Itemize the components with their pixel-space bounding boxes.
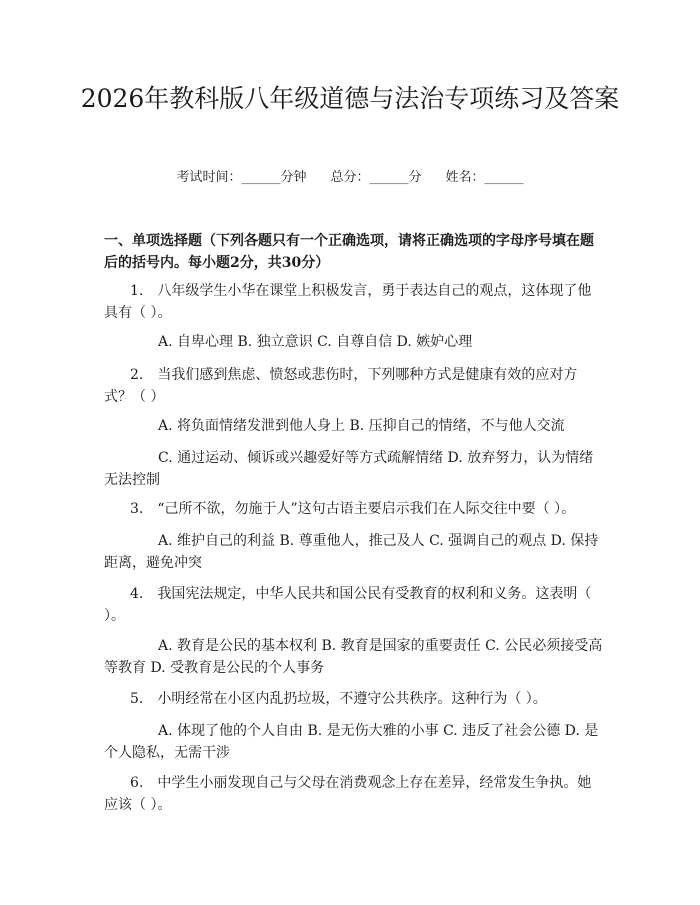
document-title: 2026年教科版八年级道德与法治专项练习及答案 <box>80 84 620 113</box>
total-score-field: 总分：______分 <box>330 170 422 185</box>
question-number: 6. <box>130 775 144 791</box>
question-text: 八年级学生小华在课堂上积极发言，勇于表达自己的观点，这体现了他具有（ ）。 <box>104 283 592 321</box>
question-text: 当我们感到焦虑、愤怒或悲伤时，下列哪种方式是健康有效的应对方式？（ ） <box>104 367 578 405</box>
question-text: 中学生小丽发现自己与父母在消费观念上存在差异，经常发生争执。她应该（ ）。 <box>104 775 592 813</box>
question-number: 2. <box>130 367 144 383</box>
section-heading: 一、单项选择题（下列各题只有一个正确选项，请将正确选项的字母序号填在题后的括号内。每小题2分，共30分） <box>104 233 594 271</box>
exam-time-field: 考试时间：______分钟 <box>176 170 307 185</box>
exam-info-line <box>0 168 700 188</box>
question-number: 4. <box>130 586 144 602</box>
question-text: 小明经常在小区内乱扔垃圾，不遵守公共秩序。这种行为（ ）。 <box>157 691 547 707</box>
question-number: 3. <box>130 501 144 517</box>
question-2-stem <box>104 364 604 408</box>
question-4-options: A. 教育是公民的基本权利 B. 教育是国家的重要责任 C. 公民必须接受高等教育 D. 受教育是公民的个人事务 <box>104 638 603 676</box>
question-2-options-a: A. 将负面情绪发泄到他人身上 B. 压抑自己的情绪，不与他人交流 <box>158 418 565 434</box>
question-4-stem <box>104 583 604 627</box>
question-text: “己所不欲，勿施于人”这句古语主要启示我们在人际交往中要（ ）。 <box>157 501 576 517</box>
question-5-stem <box>104 688 604 710</box>
question-3-stem <box>104 498 604 520</box>
student-name-field: 姓名：______ <box>445 170 524 185</box>
question-text: 我国宪法规定，中华人民共和国公民有受教育的权利和义务。这表明（ ）。 <box>104 586 592 624</box>
question-number: 5. <box>130 691 144 707</box>
question-2-options-b: C. 通过运动、倾诉或兴趣爱好等方式疏解情绪 D. 放弃努力，认为情绪无法控制 <box>104 450 594 488</box>
question-6-stem <box>104 772 604 816</box>
question-3-options: A. 维护自己的利益 B. 尊重他人，推己及人 C. 强调自己的观点 D. 保持距离，避免冲突 <box>104 533 599 571</box>
question-number: 1. <box>130 283 144 299</box>
question-5-options: A. 体现了他的个人自由 B. 是无伤大雅的小事 C. 违反了社会公德 D. 是个人隐私，无需干涉 <box>104 723 599 761</box>
question-1-options: A. 自卑心理 B. 独立意识 C. 自尊自信 D. 嫉妒心理 <box>158 334 473 350</box>
question-1-stem <box>104 280 604 324</box>
